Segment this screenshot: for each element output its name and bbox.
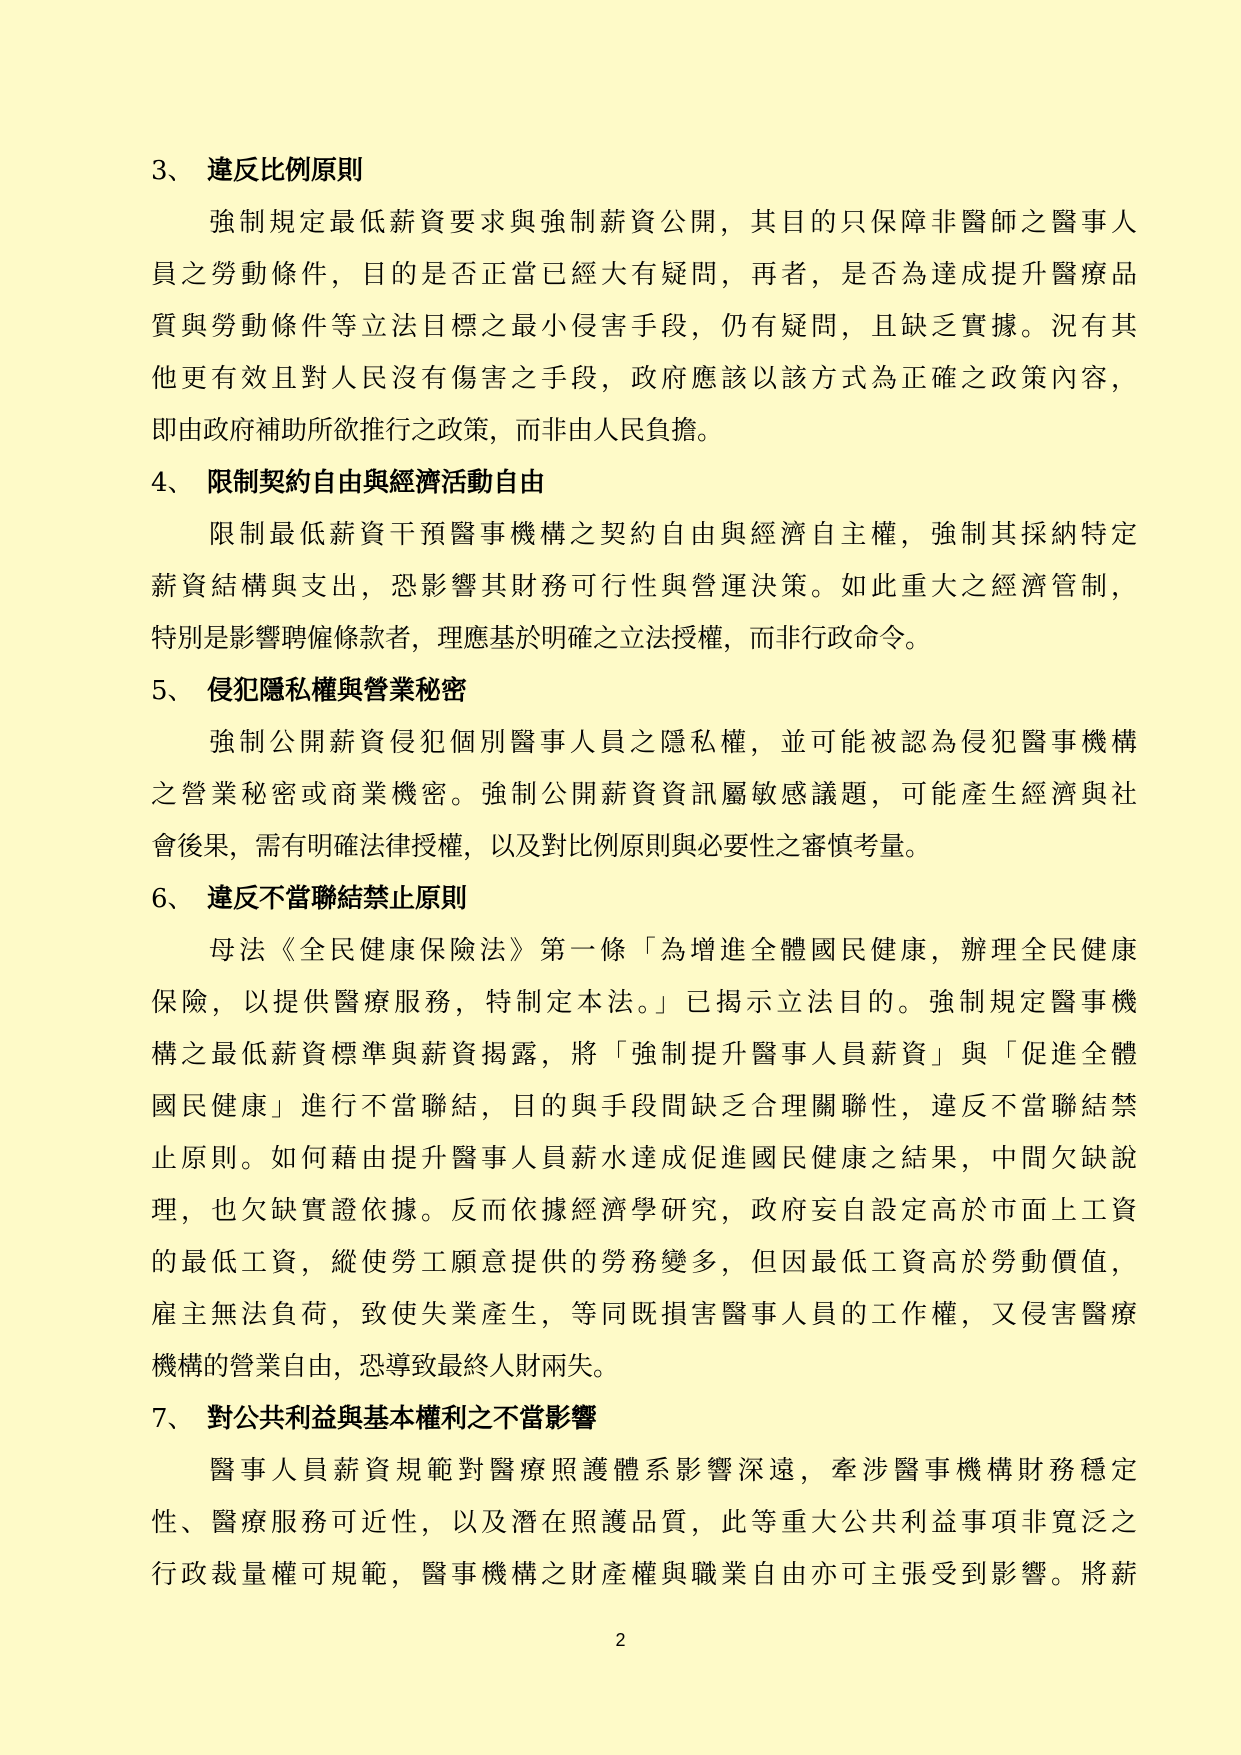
page-number: 2: [615, 1630, 626, 1650]
section-title: 違反不當聯結禁止原則: [207, 884, 468, 914]
section-paragraph-6: [151, 925, 1137, 1393]
paragraph-line: 質與勞動條件等立法目標之最小侵害手段，仍有疑問，且缺乏實據。況有其: [151, 312, 1137, 342]
paragraph-line: 理，也欠缺實證依據。反而依據經濟學研究，政府妄自設定高於市面上工資: [151, 1196, 1137, 1226]
section-heading-7: [151, 1393, 1137, 1445]
paragraph-line: 構之最低薪資標準與薪資揭露，將「強制提升醫事人員薪資」與「促進全體: [151, 1040, 1137, 1070]
section-heading-4: [151, 457, 1137, 509]
section-title: 對公共利益與基本權利之不當影響: [207, 1404, 598, 1434]
section-number: 6、: [151, 884, 194, 914]
paragraph-line: 特別是影響聘僱條款者，理應基於明確之立法授權，而非行政命令。: [151, 624, 932, 654]
section-paragraph-5: [151, 717, 1137, 873]
section-paragraph-4: [151, 509, 1137, 665]
paragraph-line: 止原則。如何藉由提升醫事人員薪水達成促進國民健康之結果，中間欠缺說: [151, 1144, 1137, 1174]
paragraph-line: 國民健康」進行不當聯結，目的與手段間缺乏合理關聯性，違反不當聯結禁: [151, 1092, 1137, 1122]
paragraph-line: 性、醫療服務可近性，以及潛在照護品質，此等重大公共利益事項非寬泛之: [151, 1508, 1137, 1538]
paragraph-line: 母法《全民健康保險法》第一條「為增進全體國民健康，辦理全民健康: [209, 936, 1137, 966]
paragraph-line: 強制公開薪資侵犯個別醫事人員之隱私權，並可能被認為侵犯醫事機構: [209, 728, 1137, 758]
document-body: [151, 145, 1137, 1601]
paragraph-line: 薪資結構與支出，恐影響其財務可行性與營運決策。如此重大之經濟管制，: [151, 572, 1137, 602]
paragraph-line: 強制規定最低薪資要求與強制薪資公開，其目的只保障非醫師之醫事人: [209, 208, 1137, 238]
paragraph-line: 醫事人員薪資規範對醫療照護體系影響深遠，牽涉醫事機構財務穩定: [209, 1456, 1137, 1486]
paragraph-line: 限制最低薪資干預醫事機構之契約自由與經濟自主權，強制其採納特定: [209, 520, 1137, 550]
section-number: 5、: [151, 676, 194, 706]
section-heading-5: [151, 665, 1137, 717]
section-title: 侵犯隱私權與營業秘密: [207, 676, 468, 706]
paragraph-line: 即由政府補助所欲推行之政策，而非由人民負擔。: [151, 416, 724, 446]
paragraph-line: 的最低工資，縱使勞工願意提供的勞務變多，但因最低工資高於勞動價值，: [151, 1248, 1137, 1278]
section-title: 違反比例原則: [207, 156, 364, 186]
paragraph-line: 機構的營業自由，恐導致最終人財兩失。: [151, 1352, 620, 1382]
paragraph-line: 員之勞動條件，目的是否正當已經大有疑問，再者，是否為達成提升醫療品: [151, 260, 1137, 290]
section-number: 7、: [151, 1404, 194, 1434]
paragraph-line: 行政裁量權可規範，醫事機構之財產權與職業自由亦可主張受到影響。將薪: [151, 1560, 1137, 1590]
paragraph-line: 之營業秘密或商業機密。強制公開薪資資訊屬敏感議題，可能產生經濟與社: [151, 780, 1137, 810]
section-number: 3、: [151, 156, 194, 186]
paragraph-line: 會後果，需有明確法律授權，以及對比例原則與必要性之審慎考量。: [151, 832, 932, 862]
paragraph-line: 保險，以提供醫療服務，特制定本法。」已揭示立法目的。強制規定醫事機: [151, 988, 1137, 1018]
section-paragraph-7: [151, 1445, 1137, 1601]
section-heading-3: [151, 145, 1137, 197]
paragraph-line: 他更有效且對人民沒有傷害之手段，政府應該以該方式為正確之政策內容，: [151, 364, 1137, 394]
section-title: 限制契約自由與經濟活動自由: [207, 468, 546, 498]
section-paragraph-3: [151, 197, 1137, 457]
paragraph-line: 雇主無法負荷，致使失業產生，等同既損害醫事人員的工作權，又侵害醫療: [151, 1300, 1137, 1330]
section-heading-6: [151, 873, 1137, 925]
section-number: 4、: [151, 468, 194, 498]
